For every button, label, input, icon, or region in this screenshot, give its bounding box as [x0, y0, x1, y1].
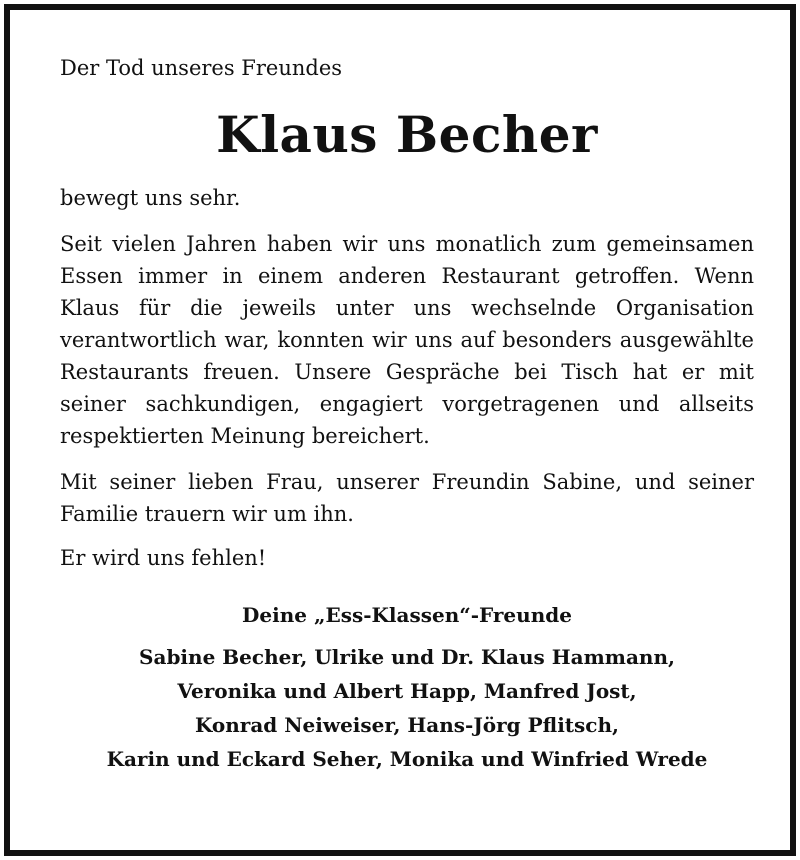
signature-line: Karin und Eckard Seher, Monika und Winfried Wrede	[106, 747, 708, 771]
after-name-line: bewegt uns sehr.	[60, 186, 241, 210]
signature-line: Konrad Neiweiser, Hans-Jörg Pflitsch,	[194, 713, 619, 737]
signature-title: Deine „Ess-Klassen“-Freunde	[242, 603, 572, 627]
closing-line: Er wird uns fehlen!	[60, 546, 267, 570]
intro-line: Der Tod unseres Freundes	[60, 56, 343, 80]
deceased-name: Klaus Becher	[216, 105, 598, 164]
signature-line: Sabine Becher, Ulrike und Dr. Klaus Hammann,	[139, 645, 675, 669]
signature-names	[60, 640, 754, 776]
notice-frame	[4, 4, 796, 856]
memorial-paragraph-1: Seit vielen Jahren haben wir uns monatlich zum gemeinsamen Essen immer in einem anderen Restaurant getroffen. Wenn Klaus für die jeweils unter uns wechselnde Organisation verantwortlich war, konnten wir uns auf besonders ausgewählte Restaurants freuen. Unsere Gespräche bei Tisch hat er mit seiner sachkundigen, engagiert vorgetragenen und allseits respektierten Meinung bereichert.	[60, 232, 754, 448]
memorial-paragraph-2: Mit seiner lieben Frau, unserer Freundin Sabine, und seiner Familie trauern wir um ihn.	[60, 470, 754, 526]
notice-content	[60, 54, 754, 776]
signature-line: Veronika und Albert Happ, Manfred Jost,	[177, 679, 637, 703]
